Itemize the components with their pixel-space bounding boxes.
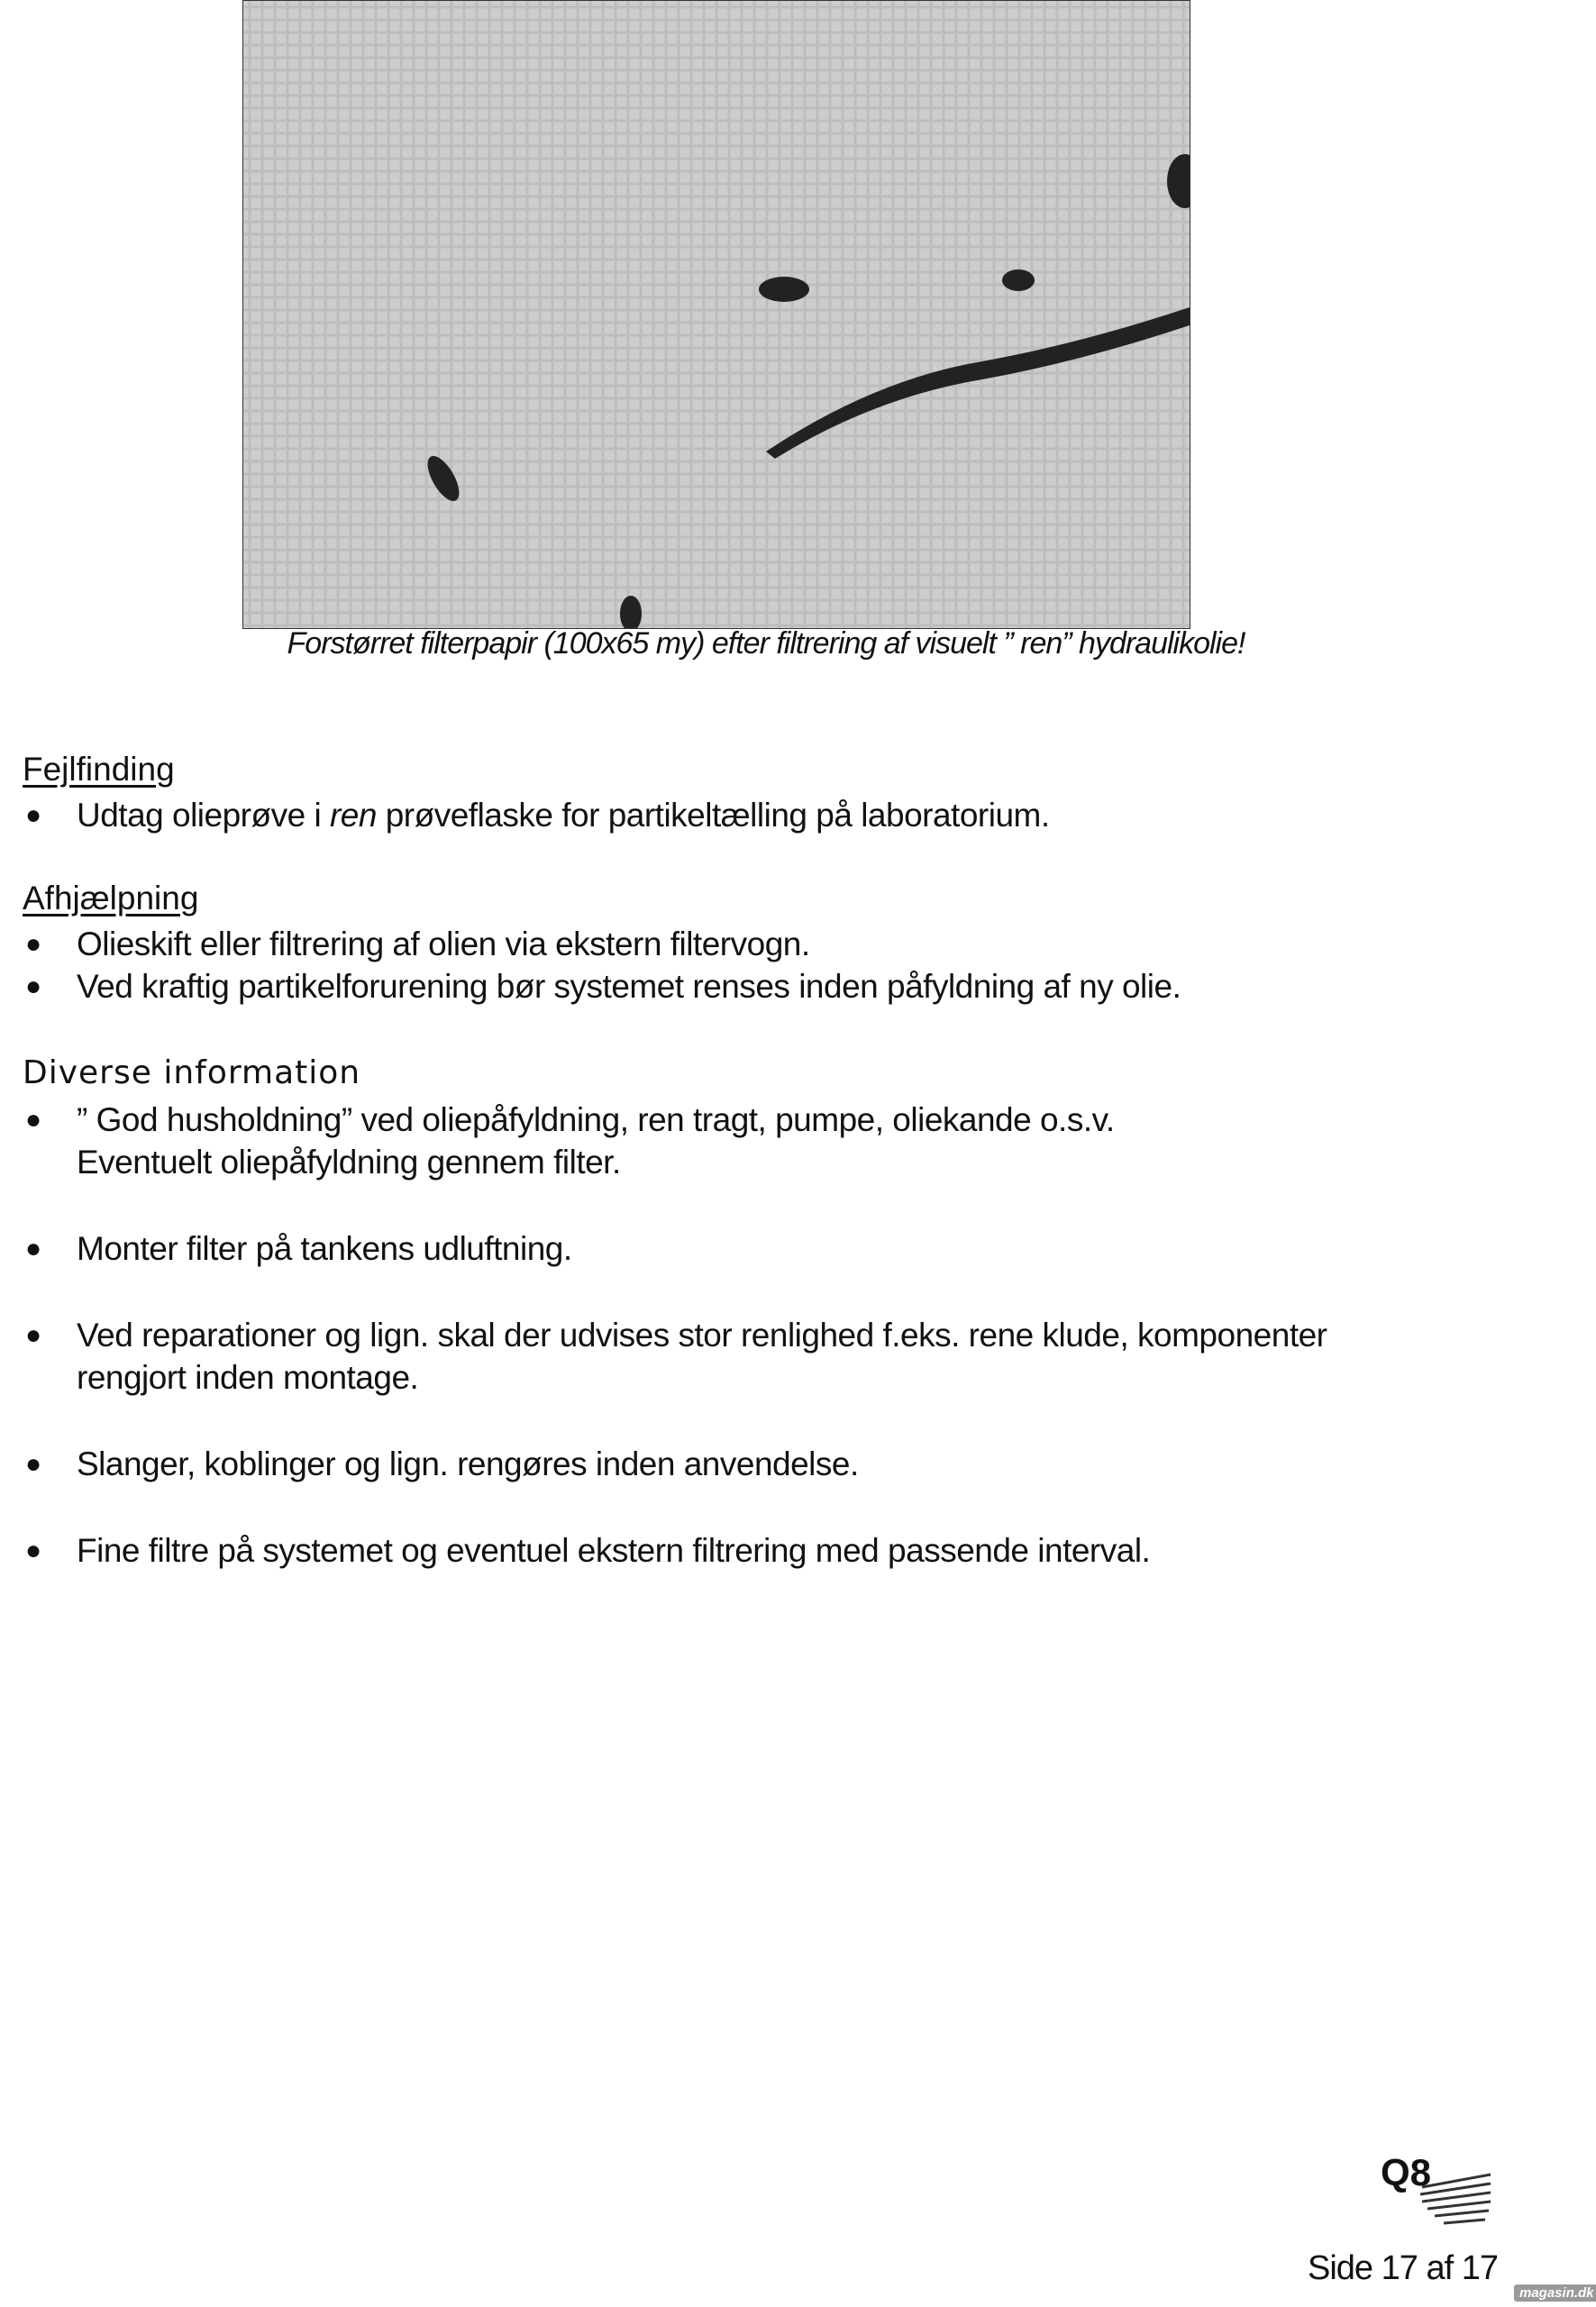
- list-item: ● Slanger, koblinger og lign. rengøres inden anvendelse.: [23, 1443, 1327, 1485]
- fejlfinding-heading: Fejlfinding: [23, 751, 175, 788]
- figure-caption: Forstørret filterpapir (100x65 my) efter filtrering af visuelt ” ren” hydraulikolie!: [287, 626, 1245, 661]
- q8-logo-icon: [1377, 2147, 1494, 2230]
- list-item: ● Udtag olieprøve i ren prøveflaske for partikeltælling på laboratorium.: [23, 794, 1050, 836]
- list-item: ● Ved reparationer og lign. skal der udvises stor renlighed f.eks. rene klude, komponenter rengjort inden montage.: [23, 1314, 1327, 1399]
- q8-logo: [1377, 2147, 1494, 2230]
- filter-paper-image: [243, 1, 1190, 628]
- list-item: ● Monter filter på tankens udluftning.: [23, 1227, 1327, 1270]
- bullet-icon: ●: [25, 971, 41, 1001]
- bullet-icon: ●: [25, 1449, 41, 1479]
- diverse-heading: Diverse information: [23, 1054, 361, 1091]
- list-item: ● Ved kraftig partikelforurening bør systemet renses inden påfyldning af ny olie.: [23, 965, 1181, 1008]
- fejlfinding-list: [23, 794, 1050, 836]
- bullet-icon: ●: [25, 1234, 41, 1263]
- watermark: magasin.dk: [1514, 2284, 1596, 2302]
- afhjaelpning-heading: Afhjælpning: [23, 880, 199, 916]
- page-number: Side 17 af 17: [1308, 2249, 1498, 2287]
- list-item: ● ” God husholdning” ved oliepåfyldning, ren tragt, pumpe, oliekande o.s.v. Eventuelt oliepåfyldning gennem filter.: [23, 1099, 1327, 1183]
- list-item: ● Olieskift eller filtrering af olien via ekstern filtervogn.: [23, 923, 1181, 965]
- bullet-icon: ●: [25, 929, 41, 959]
- afhjaelpning-list: [23, 923, 1181, 1008]
- bullet-icon: ●: [25, 1320, 41, 1350]
- bullet-icon: ●: [25, 1105, 41, 1135]
- diverse-list: [23, 1099, 1327, 1572]
- bullet-icon: ●: [25, 1536, 41, 1565]
- filter-paper-photo: [242, 0, 1190, 629]
- bullet-icon: ●: [25, 800, 41, 830]
- list-item: ● Fine filtre på systemet og eventuel ekstern filtrering med passende interval.: [23, 1529, 1327, 1572]
- svg-text:Q8: Q8: [1381, 2151, 1432, 2193]
